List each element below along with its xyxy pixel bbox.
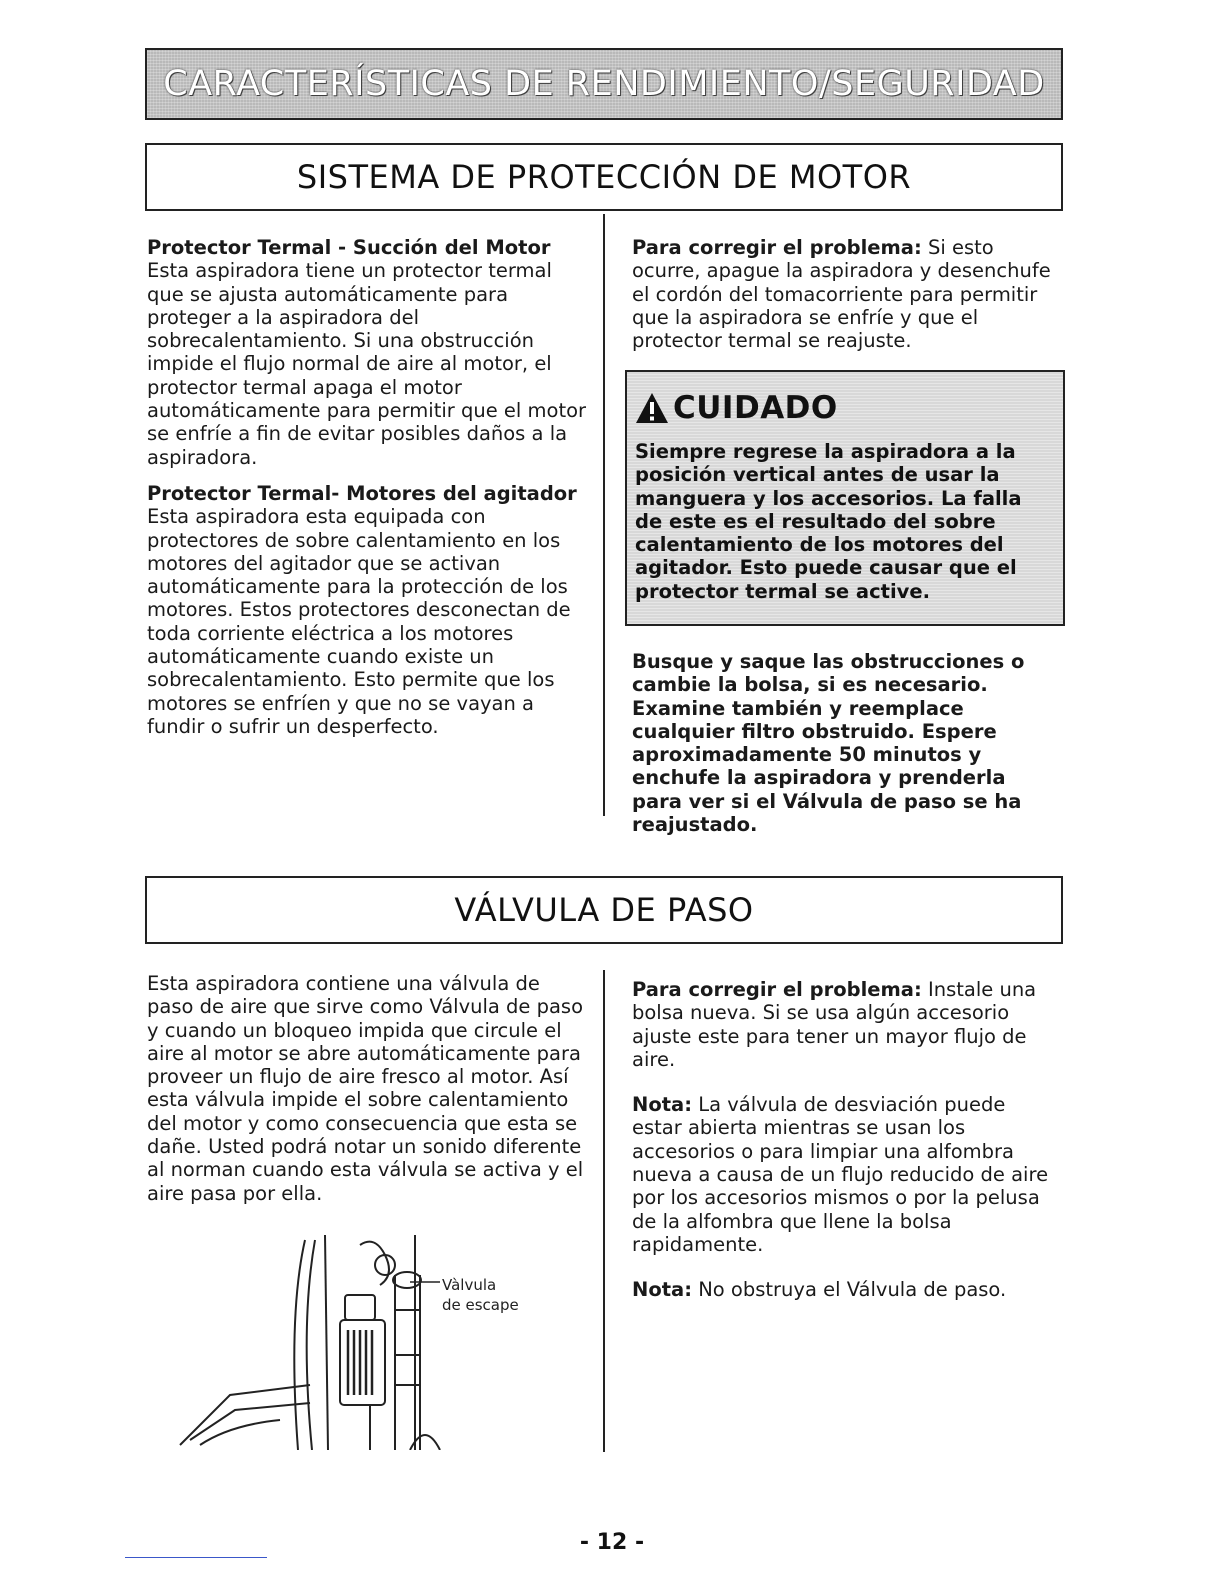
banner-title: CARACTERÍSTICAS DE RENDIMIENTO/SEGURIDAD [163,64,1045,104]
thermal-agitator-paragraph [147,482,587,738]
obstruction-instructions: Busque y saque las obstrucciones o cambie la bolsa, si es necesario. Examine también y reemplace cualquier filtro obstruido. Espere aproximadamente 50 minutos y enchufe la aspiradora y prenderla para ver si el Válvula de paso se ha reajustado. [632,650,1025,837]
paragraph-heading: Protector Termal- Motores del agitador [147,481,577,505]
valve-description: Esta aspiradora contiene una válvula de paso de aire que sirve como Válvula de paso y cuando un bloqueo impida que circule el aire al motor se abre automáticamente para proveer un flujo de aire fresco al motor. Así esta válvula impide el sobre calentamiento del motor y como consecuencia que esta se dañe. Usted podrá notar un sonido diferente al norman cuando esta válvula se activa y el aire pasa por ella. [147,972,584,1205]
note-label: Nota: [632,1093,692,1117]
fix-text: Si esto ocurre, apague la aspiradora y desenchufe el cordón del tomacorriente para permitir que la aspiradora se enfríe y que el protector termal se reajuste. [632,236,1051,353]
note-paragraph [632,1278,1058,1301]
column-divider [603,214,605,816]
thermal-suction-paragraph [147,236,587,469]
fix-text: Instale una bolsa nueva. Si se usa algún accesorio ajuste este para tener un mayor flujo de aire. [632,978,1037,1071]
fix-paragraph [632,236,1058,352]
paragraph-body: Esta aspiradora tiene un protector termal que se ajusta automáticamente para proteger a la aspiradora del sobrecalentamiento. Si una obstrucción impide el flujo normal de aire al motor, el protector termal apaga el motor automáticamente para permitir que el motor se enfríe a fin de evitar posibles daños a la aspiradora. [147,259,587,469]
fix-paragraph [632,978,1058,1071]
footer-line [125,1557,267,1558]
paragraph-heading: Protector Termal - Succión del Motor [147,236,551,259]
section-title: VÁLVULA DE PASO [454,891,754,929]
paragraph-body: Esta aspiradora esta equipada con protectores de sobre calentamiento en los motores del agitador que se activan automáticamente para la protección de los motores. Estos protectores desconectan de toda corriente eléctrica a los motores automáticamente cuando existe un sobrecalentamiento. Esto permite que los motores se enfríen y que no se vayan a fundir o sufrir un desperfecto. [147,505,571,738]
caution-box [625,370,1065,626]
valve-callout-label: de escape [442,1296,519,1314]
caution-title: CUIDADO [673,390,838,426]
note-text: La válvula de desviación puede estar abierta mientras se usan los accesorios o para limpiar una alfombra nueva a causa de un flujo reducido de aire por los accesorios mismos o por la pelusa de la alfombra que llene la bolsa rapidamente. [632,1093,1049,1256]
fix-label: Para corregir el problema: [632,978,922,1001]
valve-callout-label: Vàlvula [442,1276,497,1294]
bypass-valve-right-column [632,978,1058,1315]
bypass-valve-left-column [147,972,587,1218]
note-label: Nota: [632,1278,692,1302]
note-paragraph [632,1093,1058,1256]
caution-text: Siempre regrese la aspiradora a la posición vertical antes de usar la manguera y los accesorios. La falla de este es el resultado del sobre calentamiento de los motores del agitador. Esto puede causar que el protector termal se active. [635,440,1022,603]
vacuum-valve-illustration [170,1235,550,1450]
top-banner [145,48,1063,120]
column-divider [603,970,605,1452]
section-motor-protection-header [145,143,1063,211]
motor-protection-left-column [147,236,587,751]
motor-protection-right-column [632,236,1058,365]
warning-triangle-icon [635,392,669,424]
section-title: SISTEMA DE PROTECCIÓN DE MOTOR [296,158,912,196]
note-text: No obstruya el Válvula de paso. [698,1278,1007,1302]
section-bypass-valve-header [145,876,1063,944]
caution-header [635,390,838,426]
page-number: - 12 - [579,1530,645,1555]
fix-label: Para corregir el problema: [632,236,922,259]
